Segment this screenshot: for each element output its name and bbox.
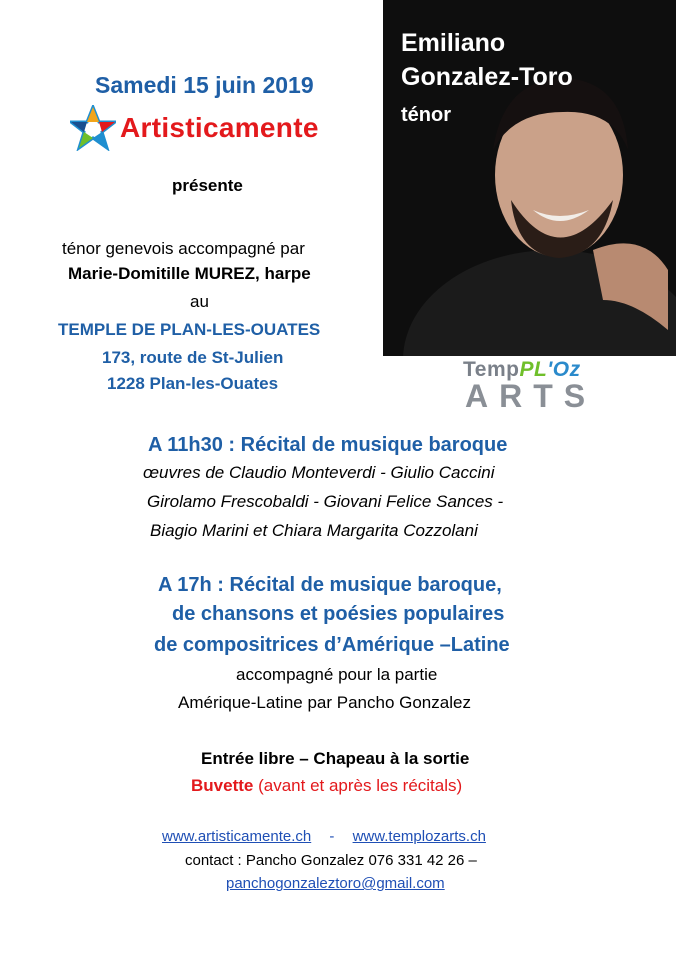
templogo-part2: PL xyxy=(519,358,548,381)
presents-label: présente xyxy=(172,176,243,195)
venue-name: TEMPLE DE PLAN-LES-OUATES xyxy=(58,320,321,339)
artist-voice: ténor xyxy=(401,104,451,126)
recital1-line-3: Biagio Marini et Chiara Margarita Cozzolani xyxy=(150,521,478,540)
artisticamente-logo-text: Artisticamente xyxy=(120,112,319,143)
templozarts-logo xyxy=(463,356,603,416)
artisticamente-logo xyxy=(70,105,319,151)
artist-photo xyxy=(383,0,676,356)
recital1-line-2: Girolamo Frescobaldi - Giovani Felice Sances - xyxy=(147,492,504,511)
templogo-arts: ARTS xyxy=(465,378,597,414)
links-row xyxy=(162,828,486,845)
templozarts-link[interactable]: www.templozarts.ch xyxy=(352,828,486,845)
email-link[interactable]: panchogonzaleztoro@gmail.com xyxy=(226,875,445,892)
star-logo-icon xyxy=(70,105,116,151)
recital2-title-2: de chansons et poésies populaires xyxy=(172,603,505,625)
contact-line: contact : Pancho Gonzalez 076 331 42 26 – xyxy=(185,852,477,869)
email-row xyxy=(226,875,445,892)
buvette-label: Buvette xyxy=(191,776,254,795)
artist-first-name: Emiliano xyxy=(401,29,506,57)
links-separator: - xyxy=(329,828,335,845)
intro-line-2: Marie-Domitille MUREZ, harpe xyxy=(68,264,311,283)
event-date: Samedi 15 juin 2019 xyxy=(95,72,314,98)
recital2-title-3: de compositrices d’Amérique –Latine xyxy=(154,634,510,656)
entry-info: Entrée libre – Chapeau à la sortie xyxy=(201,749,470,768)
buvette-note: (avant et après les récitals) xyxy=(258,776,463,795)
buvette-info xyxy=(191,776,462,796)
venue-city: 1228 Plan-les-Ouates xyxy=(107,374,279,393)
artist-last-name: Gonzalez-Toro xyxy=(401,63,573,91)
templogo-part1: Temp xyxy=(463,358,520,381)
recital2-line-1: accompagné pour la partie xyxy=(236,665,438,684)
venue-street: 173, route de St-Julien xyxy=(102,348,284,367)
intro-line-3: au xyxy=(190,292,209,311)
templogo-part3: 'Oz xyxy=(547,358,581,381)
recital2-title-1: A 17h : Récital de musique baroque, xyxy=(158,574,502,596)
recital1-title: A 11h30 : Récital de musique baroque xyxy=(148,434,508,456)
recital1-line-1: œuvres de Claudio Monteverdi - Giulio Caccini xyxy=(143,463,495,482)
artisticamente-link[interactable]: www.artisticamente.ch xyxy=(162,828,312,845)
recital2-line-2: Amérique-Latine par Pancho Gonzalez xyxy=(178,693,471,712)
intro-line-1: ténor genevois accompagné par xyxy=(62,239,305,258)
